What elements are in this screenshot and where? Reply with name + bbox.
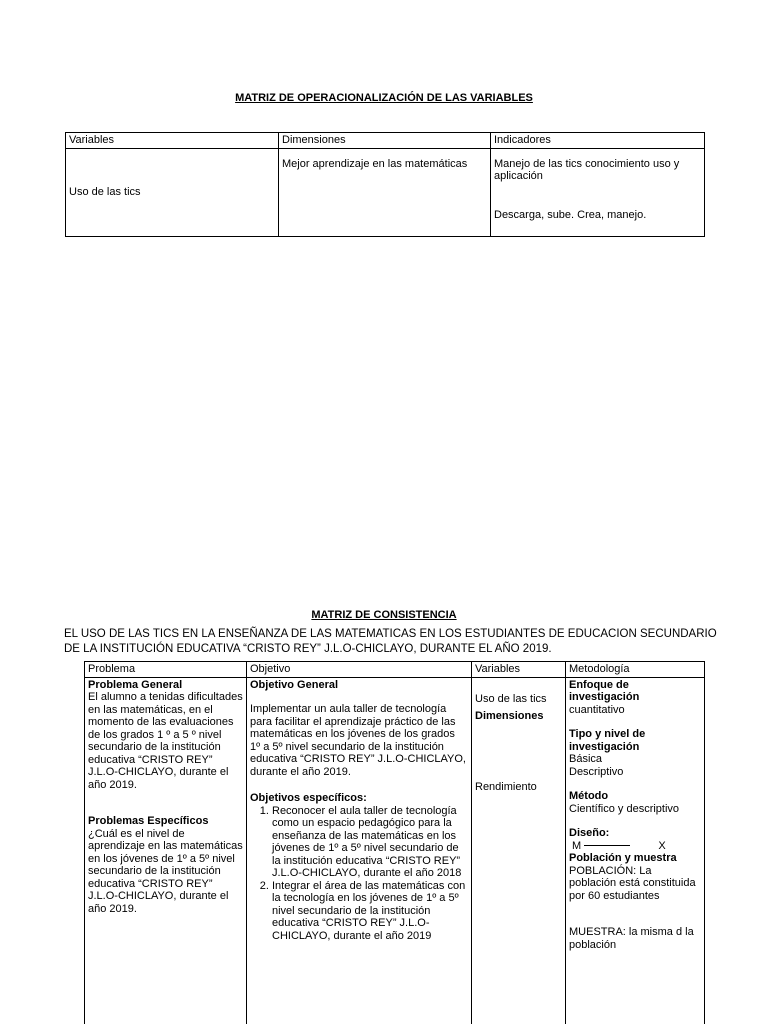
diseno-title: Diseño: bbox=[569, 827, 610, 839]
tipo-text-2: Descriptivo bbox=[569, 765, 624, 778]
consistencia-title: MATRIZ DE CONSISTENCIA bbox=[311, 609, 457, 621]
enfoque-title: Enfoque de investigación bbox=[569, 678, 640, 703]
diseno-formula bbox=[569, 840, 701, 853]
header-metodologia: Metodología bbox=[566, 662, 705, 678]
header-problema: Problema bbox=[85, 662, 247, 678]
page-cutoff bbox=[0, 990, 768, 1024]
variable-text: Uso de las tics bbox=[69, 185, 141, 198]
problema-cell bbox=[85, 677, 247, 1017]
variables-cell bbox=[472, 677, 566, 1017]
column-border bbox=[471, 990, 472, 1024]
objetivo-cell bbox=[247, 677, 472, 1017]
dimension-cell bbox=[279, 148, 491, 236]
header-dimensiones: Dimensiones bbox=[279, 133, 491, 149]
diseno-arrow-line bbox=[584, 845, 630, 846]
subtitle-line-2: DE LA INSTITUCIÓN EDUCATIVA “CRISTO REY” J.L.O-CHICLAYO, DURANTE EL AÑO 2019. bbox=[64, 643, 552, 655]
consistencia-table bbox=[84, 661, 705, 1018]
dimensiones-title: Dimensiones bbox=[475, 710, 544, 722]
enfoque-text: cuantitativo bbox=[569, 703, 625, 716]
indicador-text-1: Manejo de las tics conocimiento uso y aplicación bbox=[494, 157, 680, 182]
objetivo-general-title: Objetivo General bbox=[250, 678, 339, 691]
diseno-m: M bbox=[572, 839, 582, 852]
problema-general-text: El alumno a tenidas dificultades en las matemáticas, en el momento de las evaluaciones de los grados 1 º a 5 º nivel secundario de la institución educativa “CRISTO REY” J.L.O-CHICLAYO, durante el año 2019. bbox=[88, 691, 243, 791]
poblacion-text: POBLACIÓN: La población está constituida por 60 estudiantes bbox=[569, 864, 696, 902]
subtitle-line-1: EL USO DE LAS TICS EN LA ENSEÑANZA DE LAS MATEMATICAS EN LOS ESTUDIANTES DE EDUCACION SECUNDARIO bbox=[64, 628, 717, 640]
header-variables: Variables bbox=[472, 662, 566, 678]
table-header-row bbox=[85, 662, 705, 678]
objetivos-especificos-title: Objetivos específicos: bbox=[250, 792, 367, 804]
header-objetivo: Objetivo bbox=[247, 662, 472, 678]
table-row bbox=[66, 148, 705, 236]
diseno-x: X bbox=[658, 839, 666, 852]
tipo-text-1: Básica bbox=[569, 753, 603, 765]
list-item: 2. Integrar el área de las matemáticas con la tecnología en los jóvenes de 1º a 5º nivel secundario de la institución educativa “CRISTO REY” J.L.O-CHICLAYO, durante el año 2019 bbox=[272, 880, 468, 943]
poblacion-title: Población y muestra bbox=[569, 852, 677, 864]
column-border bbox=[84, 990, 85, 1024]
problemas-especificos-text: ¿Cuál es el nivel de aprendizaje en las matemáticas en los jóvenes de 1º a 5º nivel secundario de la institución educativa “CRISTO REY” J.L.O-CHICLAYO, durante el año 2019. bbox=[88, 827, 243, 915]
problemas-especificos-title: Problemas Específicos bbox=[88, 815, 209, 827]
operacionalizacion-table bbox=[65, 132, 705, 237]
column-border bbox=[246, 990, 247, 1024]
consistencia-subtitle bbox=[64, 627, 724, 657]
problema-general-title: Problema General bbox=[88, 678, 183, 691]
metodo-text: Científico y descriptivo bbox=[569, 802, 680, 815]
table-header-row bbox=[66, 133, 705, 149]
muestra-text: MUESTRA: la misma d la población bbox=[569, 926, 694, 951]
indicador-text-2: Descarga, sube. Crea, manejo. bbox=[494, 208, 647, 221]
list-item: 1. Reconocer el aula taller de tecnología como un espacio pedagógico para la enseñanza de las matemáticas en los jóvenes de 1º a 5º nivel secundario de la institución educativa “CRISTO REY” J.L.O-CHICLAYO, durante el año 2018 bbox=[272, 805, 468, 880]
metodo-title: Método bbox=[569, 790, 609, 802]
header-indicadores: Indicadores bbox=[491, 133, 705, 149]
metodologia-cell bbox=[566, 677, 705, 1017]
tipo-title: Tipo y nivel de investigación bbox=[569, 728, 646, 753]
objetivo-general-text: Implementar un aula taller de tecnología para facilitar el aprendizaje práctico de las matemáticas en los jóvenes de los grados 1º a 5º nivel secundario de la institución educativa “CRISTO REY” J.L.O-CHICLAYO, durante el año 2019. bbox=[250, 703, 466, 778]
objetivos-especificos-list bbox=[250, 805, 468, 943]
dimension-text: Rendimiento bbox=[475, 780, 537, 793]
variable-text: Uso de las tics bbox=[475, 692, 547, 705]
operacionalizacion-title: MATRIZ DE OPERACIONALIZACIÓN DE LAS VARIABLES bbox=[235, 92, 533, 104]
variable-cell bbox=[66, 148, 279, 236]
column-border bbox=[704, 990, 705, 1024]
header-variables: Variables bbox=[66, 133, 279, 149]
dimension-text: Mejor aprendizaje en las matemáticas bbox=[282, 157, 468, 170]
indicadores-cell bbox=[491, 148, 705, 236]
table-row bbox=[85, 677, 705, 1017]
column-border bbox=[565, 990, 566, 1024]
